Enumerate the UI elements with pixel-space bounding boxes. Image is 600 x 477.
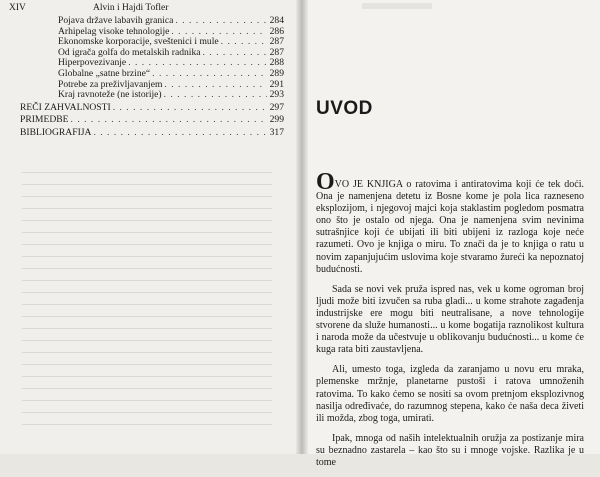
paragraph: Sada se novi vek pruža ispred nas, vek u kome ogroman broj ljudi može biti izvučen sa ruba gladi... u kome strahote zagađenja industrijske ere mogu biti neutralisane, a nove tehnologije stvorene da služe humanosti... u kome bogatija raznolikost kultura i naroda može da učestvuje u oblikovanju budućnosti... u kome će kuga rata biti zaustavljena. bbox=[316, 283, 584, 356]
toc-entry: Hiperpovezivanje . . . 288 bbox=[20, 58, 284, 69]
chapter-body bbox=[316, 169, 584, 477]
toc-entry: Pojava države labavih granica . . . 284 bbox=[20, 16, 284, 27]
toc-entry: Potrebe za preživljavanjem . . . 291 bbox=[20, 80, 284, 91]
paragraph: Ali, umesto toga, izgleda da zaranjamo u novu eru mraka, plemenske mržnje, planetarne pustoši i ratova umnoženih ratovima. To kako ćemo se nositi sa ovom pretnjom eksplozivnog nasilja određivaće, do razumnog stepena, kako će naša deca živeti ili možda, zbog toga, umirati. bbox=[316, 364, 584, 424]
toc-entry: Kraj ravnoteže (ne istorije) . . . 293 bbox=[20, 90, 284, 101]
chapter-heading: UVOD bbox=[316, 98, 373, 119]
toc-main-entry: PRIMEDBE . . . 299 bbox=[20, 115, 284, 126]
toc-entry: Od igrača golfa do metalskih radnika . . . 287 bbox=[20, 48, 284, 59]
toc-entry: Globalne „satne brzine“ . . . 289 bbox=[20, 69, 284, 80]
drop-cap: O bbox=[316, 169, 335, 195]
page-number: XIV bbox=[9, 3, 26, 13]
author-running-head: Alvin i Hajdi Tofler bbox=[93, 3, 169, 13]
toc-entry: Ekonomske korporacije, sveštenici i mule . . . 287 bbox=[20, 37, 284, 48]
left-page bbox=[0, 0, 302, 454]
toc-main-entry: BIBLIOGRAFIJA . . . 317 bbox=[20, 128, 284, 139]
right-page bbox=[302, 0, 600, 468]
toc-entry: Arhipelag visoke tehnologije . . . 286 bbox=[20, 27, 284, 38]
book-gutter bbox=[296, 0, 308, 454]
left-running-head bbox=[9, 3, 292, 13]
table-of-contents bbox=[20, 16, 284, 139]
paragraph: Ipak, mnoga od naših intelektualnih oružja za postizanje mira su beznadno zastarela – kao što su i mnoge vojske. Razlika je u tome bbox=[316, 432, 584, 468]
show-through-text bbox=[22, 172, 272, 442]
show-through-header bbox=[362, 3, 432, 9]
toc-main-entry: REČI ZAHVALNOSTI . . . 297 bbox=[20, 103, 284, 114]
paragraph: OVO JE KNJIGA o ratovima i antiratovima koji će tek doći. Ona je namenjena detetu iz Bosne kome je pola lica razneseno eksplozijom, i njegovoj majci koja staklastim pogledom posmatra ono što je ostalo od njega. Ona je namenjena svim nevinima sutrašnjice koji će ubijati ili biti ubijeni iz razloga koje neće razumeti. Ovo je knjiga o miru. To znači da je to knjiga o ratu u novim zapanjujućim uslovima koje stvaramo žureći ka nepoznatoj budućnosti. bbox=[316, 169, 584, 275]
